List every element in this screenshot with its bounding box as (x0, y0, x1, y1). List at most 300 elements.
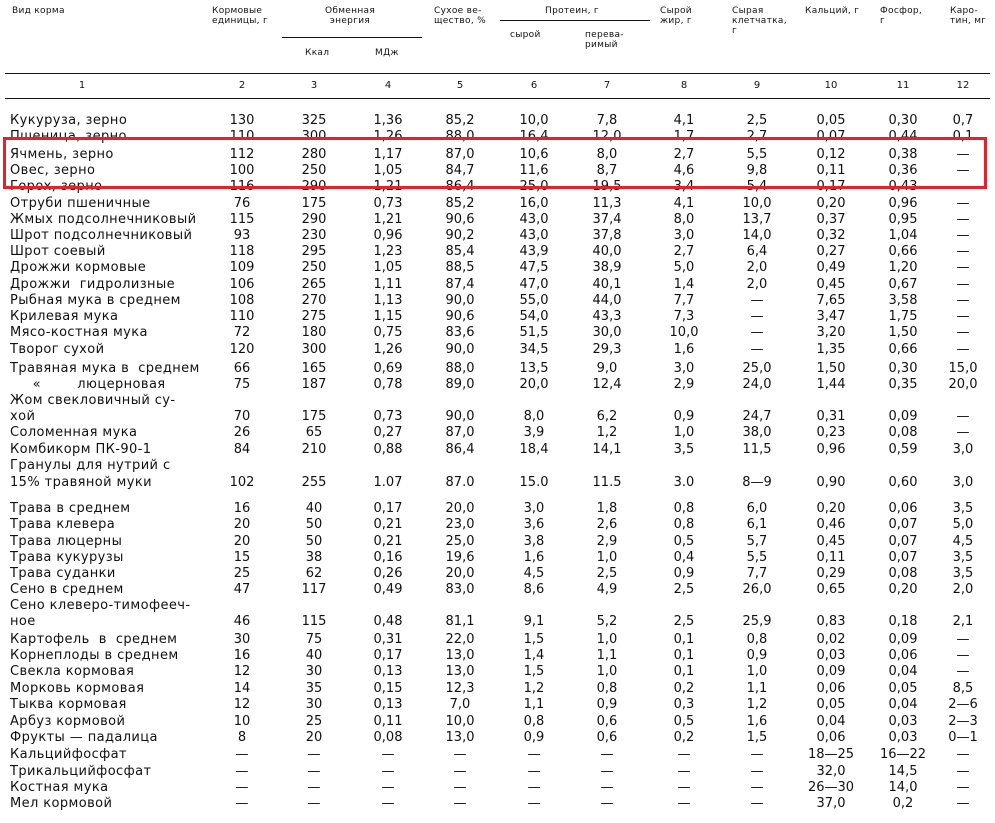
table-cell: 0,08 (888, 425, 918, 440)
table-cell: 12,0 (592, 129, 622, 144)
table-cell: 8—9 (742, 475, 772, 490)
table-cell: 0,1 (673, 632, 695, 647)
table-cell: 10 (233, 714, 251, 729)
feed-name: Мясо-костная мука (10, 325, 148, 340)
table-cell: 2,6 (596, 517, 618, 532)
table-cell: 0,04 (816, 714, 846, 729)
table-cell: 20 (233, 534, 251, 549)
table-cell: — (600, 764, 614, 779)
table-cell: 0,9 (523, 730, 545, 745)
table-cell: 275 (301, 309, 327, 324)
table-cell: 40,0 (592, 244, 622, 259)
table-cell: 0,36 (888, 163, 918, 178)
feed-name: Соломенная мука (10, 425, 138, 440)
feed-name: Отруби пшеничные (10, 196, 151, 211)
table-cell: 62 (305, 566, 323, 581)
feed-name: Трава суданки (10, 566, 116, 581)
column-number: 1 (78, 80, 86, 91)
feed-name: Морковь кормовая (10, 681, 145, 696)
table-cell: 0,17 (373, 648, 403, 663)
table-cell: 12 (233, 664, 251, 679)
table-cell: 14,0 (742, 228, 772, 243)
table-cell: 0,07 (888, 534, 918, 549)
table-cell: 25 (305, 714, 323, 729)
table-cell: 1,50 (888, 325, 918, 340)
table-row (0, 196, 995, 212)
feed-name: Шрот соевый (10, 244, 106, 259)
table-cell: 70 (233, 409, 251, 424)
table-cell: 4,5 (523, 566, 545, 581)
table-cell: 0,83 (816, 614, 846, 629)
table-cell: 55,0 (519, 293, 549, 308)
table-row (0, 501, 995, 517)
table-cell: 16—22 (879, 747, 927, 762)
table-cell: 13,0 (445, 648, 475, 663)
table-row (0, 648, 995, 664)
table-cell: 88,0 (445, 361, 475, 376)
table-cell: 25,0 (445, 534, 475, 549)
table-cell: 12,3 (445, 681, 475, 696)
table-cell: 1,2 (596, 425, 618, 440)
table-row (0, 458, 995, 474)
table-cell: — (527, 780, 541, 795)
table-cell: 8,5 (952, 681, 974, 696)
table-cell: 0,08 (888, 566, 918, 581)
table-cell: 0,06 (888, 648, 918, 663)
feed-name: Дрожжи кормовые (10, 260, 147, 275)
table-cell: 6,4 (746, 244, 768, 259)
table-cell: 20 (305, 730, 323, 745)
table-cell: 2,5 (673, 614, 695, 629)
table-cell: 6,2 (596, 409, 618, 424)
table-cell: 300 (301, 342, 327, 357)
table-cell: 250 (301, 260, 327, 275)
table-row (0, 425, 995, 441)
table-cell: 0,13 (373, 697, 403, 712)
header-name: Вид корма (12, 6, 65, 16)
table-cell: 290 (301, 212, 327, 227)
table-cell: 20,0 (445, 501, 475, 516)
table-cell: 115 (229, 212, 255, 227)
header-dry-matter: Сухое ве-щество, % (434, 6, 486, 26)
table-cell: — (453, 764, 467, 779)
table-cell: 3,5 (952, 566, 974, 581)
table-cell: 0,6 (596, 730, 618, 745)
table-cell: 1,20 (888, 260, 918, 275)
feed-name: Шрот подсолнечниковый (10, 228, 193, 243)
table-cell: 2,5 (596, 566, 618, 581)
table-cell: — (956, 664, 970, 679)
table-cell: — (750, 309, 764, 324)
feed-name: 15% травяной муки (10, 475, 152, 490)
table-cell: 265 (301, 277, 327, 292)
table-cell: 1,0 (596, 550, 618, 565)
table-cell: 23,0 (445, 517, 475, 532)
table-cell: — (527, 747, 541, 762)
table-cell: 0,06 (816, 730, 846, 745)
table-cell: 3,58 (888, 293, 918, 308)
table-cell: 290 (301, 179, 327, 194)
table-cell: — (235, 780, 249, 795)
table-cell: 0,96 (373, 228, 403, 243)
table-cell: 0,20 (888, 582, 918, 597)
header-energy: Обменная энергия (324, 6, 376, 26)
table-cell: 0,8 (523, 714, 545, 729)
table-cell: 1,04 (888, 228, 918, 243)
table-cell: — (381, 796, 395, 811)
table-cell: 2,5 (673, 582, 695, 597)
table-cell: — (750, 747, 764, 762)
feed-name: Тыква кормовая (10, 697, 127, 712)
table-row (0, 475, 995, 491)
table-cell: 5,2 (596, 614, 618, 629)
table-row (0, 714, 995, 730)
table-cell: — (677, 764, 691, 779)
table-cell: 40 (305, 501, 323, 516)
table-cell: — (956, 632, 970, 647)
table-cell: 1,35 (816, 342, 846, 357)
table-cell: 44,0 (592, 293, 622, 308)
table-row (0, 212, 995, 228)
feed-name: Сено клеверо-тимофееч- (10, 598, 191, 613)
table-cell: 1,6 (673, 342, 695, 357)
column-number: 5 (456, 80, 464, 91)
table-cell: 30 (305, 697, 323, 712)
table-cell: 22,0 (445, 632, 475, 647)
table-cell: 3,0 (952, 475, 974, 490)
table-cell: 25 (233, 566, 251, 581)
table-cell: 47 (233, 582, 251, 597)
feed-name: хой (10, 409, 36, 424)
table-row (0, 325, 995, 341)
table-cell: 0,23 (816, 425, 846, 440)
table-cell: 2,7 (673, 244, 695, 259)
table-cell: 87,0 (445, 425, 475, 440)
table-cell: 0,07 (816, 129, 846, 144)
table-cell: 0,35 (888, 377, 918, 392)
table-cell: 2,0 (746, 260, 768, 275)
table-row (0, 409, 995, 425)
table-cell: 0,66 (888, 342, 918, 357)
table-row (0, 764, 995, 780)
table-cell: 3,8 (523, 534, 545, 549)
table-cell: 34,5 (519, 342, 549, 357)
table-cell: 2—6 (948, 697, 978, 712)
table-cell: 54,0 (519, 309, 549, 324)
table-cell: 0,78 (373, 377, 403, 392)
table-cell: 47,5 (519, 260, 549, 275)
table-cell: 86,4 (445, 442, 475, 457)
table-cell: 110 (229, 129, 255, 144)
table-cell: 0,2 (673, 681, 695, 696)
table-cell: 1,1 (523, 697, 545, 712)
table-cell: 65 (305, 425, 323, 440)
table-cell: 108 (229, 293, 255, 308)
column-number: 11 (896, 80, 910, 91)
feed-name: « люцерновая (10, 377, 166, 392)
table-cell: 37,0 (816, 796, 846, 811)
table-cell: 35 (305, 681, 323, 696)
feed-name: Жом свекловичный су- (10, 393, 176, 408)
table-cell: 3,0 (673, 228, 695, 243)
table-cell: 180 (301, 325, 327, 340)
table-cell: 40 (305, 648, 323, 663)
table-cell: 7,8 (596, 113, 618, 128)
table-cell: 18,4 (519, 442, 549, 457)
table-cell: 1,5 (523, 632, 545, 647)
table-cell: 280 (301, 147, 327, 162)
header-feed-units: Кормовые единицы, г (212, 6, 269, 26)
table-cell: 4,5 (952, 534, 974, 549)
table-cell: 72 (233, 325, 251, 340)
table-cell: 0,11 (816, 550, 846, 565)
table-cell: — (956, 747, 970, 762)
table-cell: 81,1 (445, 614, 475, 629)
table-cell: 2,0 (952, 582, 974, 597)
table-cell: — (956, 309, 970, 324)
table-cell: 0,05 (888, 681, 918, 696)
table-cell: 270 (301, 293, 327, 308)
table-cell: 12,4 (592, 377, 622, 392)
table-cell: 0,6 (596, 714, 618, 729)
table-cell: — (750, 796, 764, 811)
table-cell: — (956, 325, 970, 340)
table-cell: — (956, 212, 970, 227)
feed-name: Дрожжи гидролизные (10, 277, 176, 292)
table-cell: — (600, 796, 614, 811)
table-cell: — (677, 780, 691, 795)
feed-name: Травяная мука в среднем (10, 361, 200, 376)
table-cell: 26,0 (742, 582, 772, 597)
table-cell: 37,8 (592, 228, 622, 243)
table-cell: 10,0 (445, 714, 475, 729)
table-cell: 24,0 (742, 377, 772, 392)
table-cell: 50 (305, 534, 323, 549)
table-cell: 1,6 (746, 714, 768, 729)
table-cell: 37,4 (592, 212, 622, 227)
table-cell: 0,9 (673, 566, 695, 581)
table-cell: 0,96 (888, 196, 918, 211)
table-cell: 118 (229, 244, 255, 259)
table-row (0, 598, 995, 614)
table-cell: — (956, 342, 970, 357)
table-cell: 83,6 (445, 325, 475, 340)
table-cell: 2,0 (746, 277, 768, 292)
column-number: 12 (956, 80, 970, 91)
table-cell: — (956, 260, 970, 275)
table-cell: 1,7 (673, 129, 695, 144)
feed-name: Трава люцерны (10, 534, 123, 549)
table-cell: 1,21 (373, 179, 403, 194)
table-cell: 15 (233, 550, 251, 565)
table-cell: 19,5 (592, 179, 622, 194)
table-cell: 210 (301, 442, 327, 457)
table-cell: 0,45 (816, 534, 846, 549)
table-cell: 0,08 (373, 730, 403, 745)
table-cell: 2—3 (948, 714, 978, 729)
table-cell: — (956, 780, 970, 795)
table-cell: 1,13 (373, 293, 403, 308)
table-cell: 2,7 (673, 147, 695, 162)
table-cell: — (453, 747, 467, 762)
table-cell: 87.0 (445, 475, 475, 490)
table-cell: 43,3 (592, 309, 622, 324)
table-cell: 5,0 (673, 260, 695, 275)
table-cell: 0,04 (888, 697, 918, 712)
table-cell: — (453, 780, 467, 795)
table-cell: 0,90 (816, 475, 846, 490)
table-cell: 3,5 (673, 442, 695, 457)
table-cell: 29,3 (592, 342, 622, 357)
table-cell: 0,09 (816, 664, 846, 679)
column-number: 7 (603, 80, 611, 91)
table-cell: 90,6 (445, 309, 475, 324)
table-cell: 10,0 (742, 196, 772, 211)
table-cell: 250 (301, 163, 327, 178)
table-cell: 0,05 (816, 113, 846, 128)
table-cell: 8,0 (673, 212, 695, 227)
feed-name: Мел кормовой (10, 796, 113, 811)
column-numbers-rule (5, 98, 990, 99)
table-cell: 90,0 (445, 342, 475, 357)
table-cell: 1,05 (373, 163, 403, 178)
table-cell: 230 (301, 228, 327, 243)
feed-name: Жмых подсолнечниковый (10, 212, 197, 227)
table-cell: 26—30 (807, 780, 855, 795)
feed-name: Картофель в среднем (10, 632, 178, 647)
table-cell: 1,5 (523, 664, 545, 679)
table-cell: 1,2 (523, 681, 545, 696)
table-row (0, 697, 995, 713)
table-cell: 1,26 (373, 129, 403, 144)
table-cell: 7,0 (449, 697, 471, 712)
table-cell: 175 (301, 409, 327, 424)
header-bottom-rule (5, 73, 990, 74)
table-cell: 0,73 (373, 196, 403, 211)
table-cell: — (307, 780, 321, 795)
table-cell: 76 (233, 196, 251, 211)
table-cell: 11,3 (592, 196, 622, 211)
highlight-box (3, 137, 987, 189)
table-cell: 0,60 (888, 475, 918, 490)
table-cell: 0,21 (373, 517, 403, 532)
feed-name: Трава кукурузы (10, 550, 124, 565)
table-cell: 0,09 (888, 409, 918, 424)
table-row (0, 113, 995, 129)
table-cell: 0,1 (673, 648, 695, 663)
table-row (0, 517, 995, 533)
table-cell: 0,44 (888, 129, 918, 144)
table-row (0, 582, 995, 598)
table-cell: — (750, 780, 764, 795)
table-cell: 4,9 (596, 582, 618, 597)
table-cell: 8,6 (523, 582, 545, 597)
feed-name: Рыбная мука в среднем (10, 293, 181, 308)
feed-name: Пшеница, зерно (10, 129, 127, 144)
table-cell: 1,11 (373, 277, 403, 292)
table-cell: 102 (229, 475, 255, 490)
table-cell: 15,0 (948, 361, 978, 376)
table-cell: 10,0 (519, 113, 549, 128)
table-cell: 0,1 (952, 129, 974, 144)
feed-name: Творог сухой (10, 342, 105, 357)
table-cell: 87,0 (445, 147, 475, 162)
table-cell: 3,5 (952, 550, 974, 565)
table-cell: 0,27 (816, 244, 846, 259)
header-fiber: Сырая клетчатка, г (732, 6, 787, 36)
table-row (0, 664, 995, 680)
table-cell: 7,65 (816, 293, 846, 308)
table-cell: 5,5 (746, 550, 768, 565)
table-cell: 13,0 (445, 730, 475, 745)
table-cell: 85,4 (445, 244, 475, 259)
feed-name: ное (10, 614, 36, 629)
table-row (0, 614, 995, 630)
table-cell: 4,6 (673, 163, 695, 178)
table-cell: — (600, 780, 614, 795)
table-row (0, 442, 995, 458)
table-cell: 32,0 (816, 764, 846, 779)
table-cell: 3.0 (673, 475, 695, 490)
table-cell: 8,0 (523, 409, 545, 424)
column-number: 10 (824, 80, 838, 91)
table-cell: 6,1 (746, 517, 768, 532)
table-cell: 24,7 (742, 409, 772, 424)
table-cell: 0,38 (888, 147, 918, 162)
table-cell: 0,9 (746, 648, 768, 663)
table-cell: 30 (233, 632, 251, 647)
table-cell: 0,88 (373, 442, 403, 457)
table-cell: 3,6 (523, 517, 545, 532)
energy-divider (282, 37, 422, 38)
feed-name: Ячмень, зерно (10, 147, 114, 162)
table-cell: 115 (301, 614, 327, 629)
table-cell: 3,0 (523, 501, 545, 516)
table-cell: 165 (301, 361, 327, 376)
table-cell: 325 (301, 113, 327, 128)
table-cell: 5,5 (746, 147, 768, 162)
table-cell: — (956, 764, 970, 779)
table-cell: 0,49 (373, 582, 403, 597)
table-cell: 3,0 (952, 442, 974, 457)
table-cell: 88,0 (445, 129, 475, 144)
table-cell: 1,4 (523, 648, 545, 663)
table-row (0, 534, 995, 550)
table-cell: 85,2 (445, 196, 475, 211)
table-cell: 0,21 (373, 534, 403, 549)
table-cell: 0,30 (888, 113, 918, 128)
table-cell: 11,6 (519, 163, 549, 178)
table-cell: 0,2 (673, 730, 695, 745)
table-cell: 25,9 (742, 614, 772, 629)
table-cell: 2,1 (952, 614, 974, 629)
table-cell: 0,66 (888, 244, 918, 259)
table-cell: 90,0 (445, 409, 475, 424)
table-cell: — (956, 147, 970, 162)
table-cell: 0,20 (816, 501, 846, 516)
table-cell: 0,03 (888, 730, 918, 745)
table-row (0, 632, 995, 648)
table-cell: 0,12 (816, 147, 846, 162)
table-cell: — (956, 163, 970, 178)
feed-name: Кукуруза, зерно (10, 113, 128, 128)
table-cell: 117 (301, 582, 327, 597)
table-cell: 13,0 (445, 664, 475, 679)
table-cell: 66 (233, 361, 251, 376)
table-row (0, 309, 995, 325)
table-cell: 9,8 (746, 163, 768, 178)
table-cell: 1,15 (373, 309, 403, 324)
